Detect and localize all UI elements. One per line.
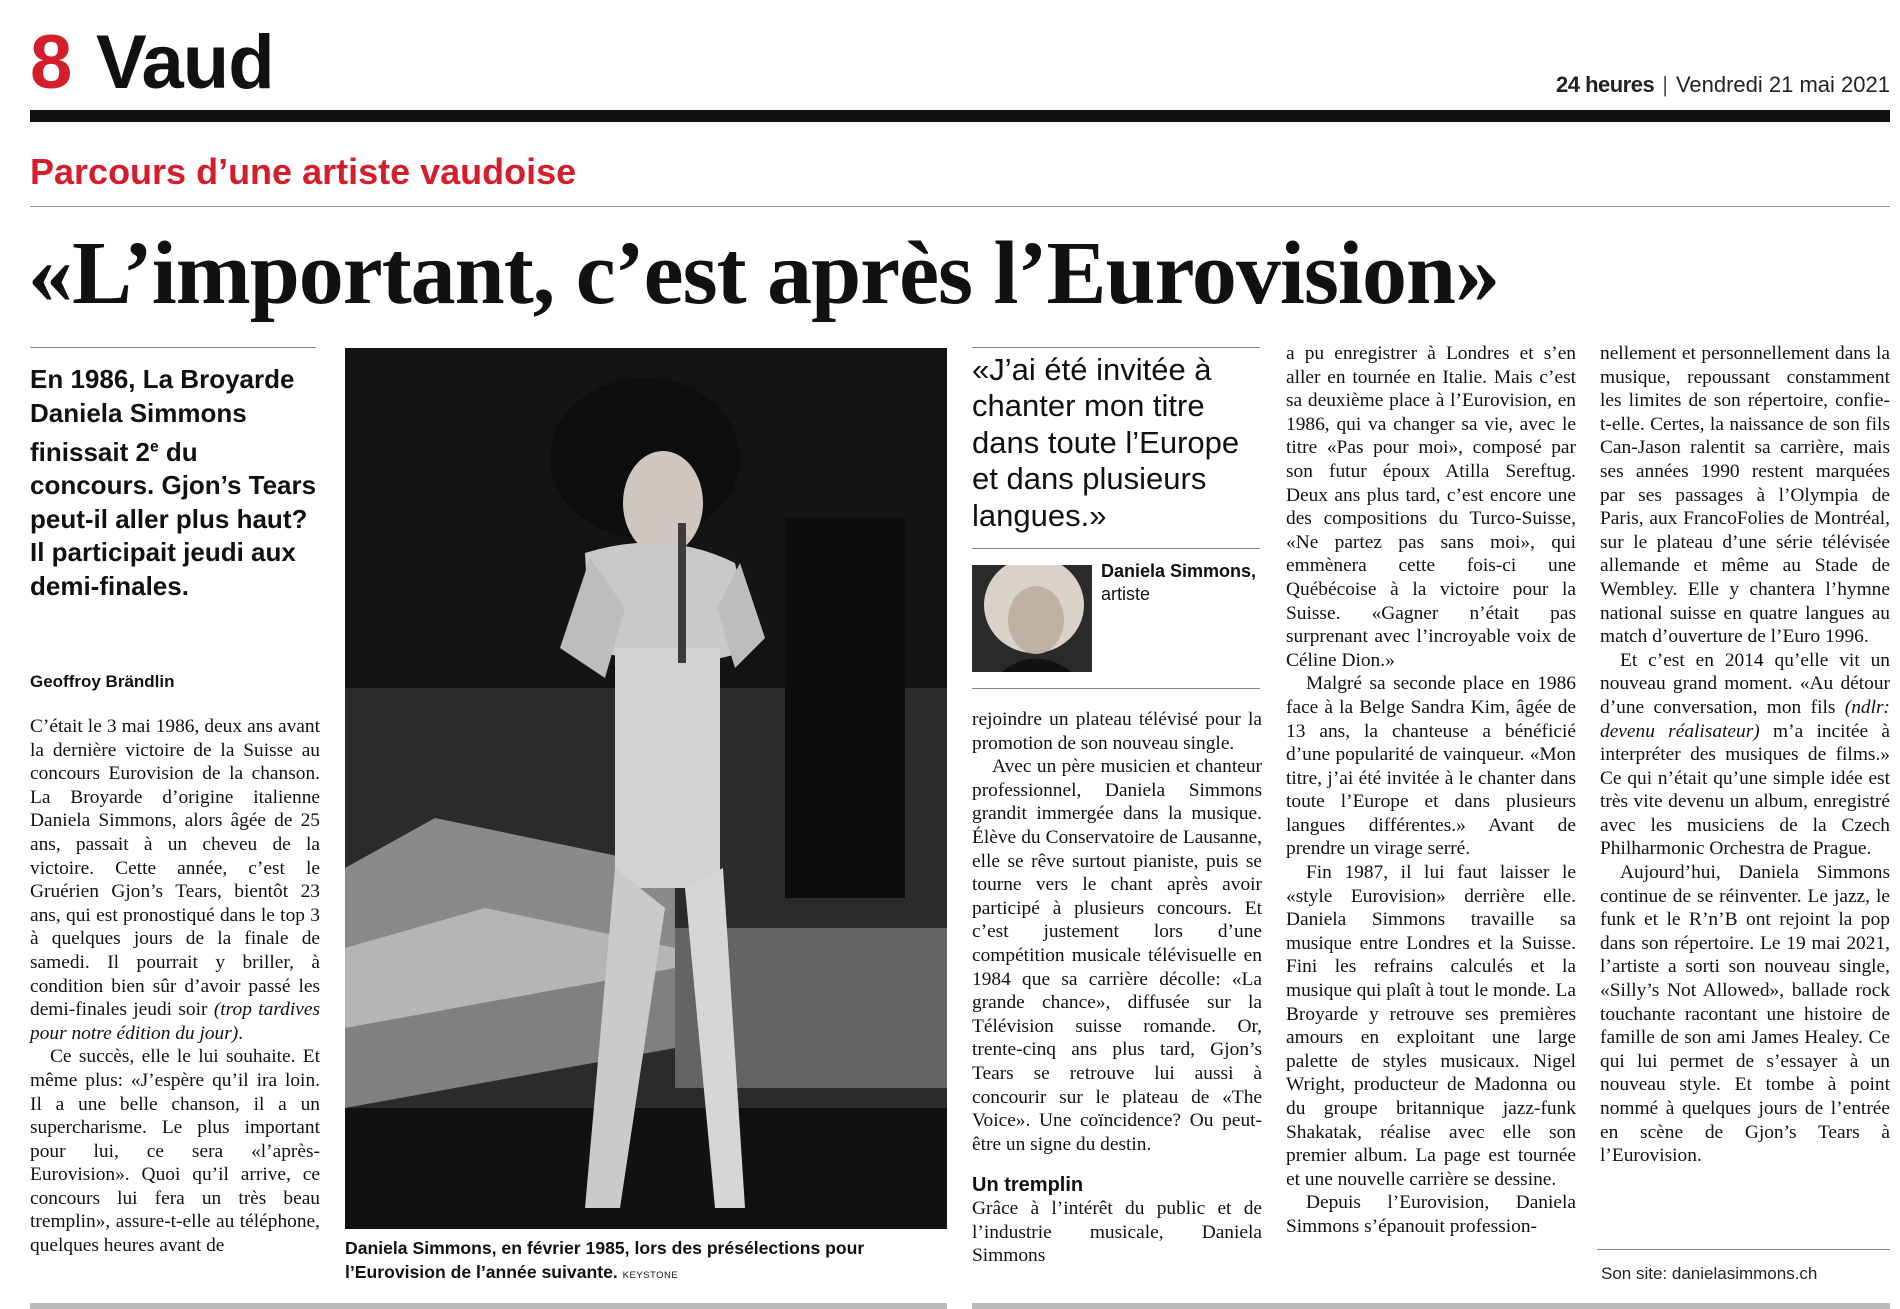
- masthead-rule: [30, 110, 1890, 122]
- headline: «L’important, c’est après l’Eurovision»: [28, 224, 1500, 323]
- photo-caption: [345, 1237, 947, 1287]
- body-paragraph: Avec un père musicien et chanteur professionnel, Daniela Simmons grandit immergée dans la musique. Élève du Conservatoire de Lausanne, elle se rêve surtout pianiste, puis se tourne vers le chant après avoir participé à plusieurs concours. Et c’est justement lors d’une compétition musicale télévisuelle en 1984 que sa carrière décolle: «La grande chance», diffusée sur la Télévision suisse romande. Or, trente-cinq ans plus tard, Gjon’s Tears se retrouve lui aussi à concourir sur le plateau de «The Voice». Une coïncidence? Ou peut-être un signe du destin.: [972, 756, 1262, 1155]
- quote-person-name: Daniela Simmons,: [1101, 561, 1257, 581]
- section-name: Vaud: [96, 20, 274, 105]
- performer-illustration: [345, 348, 947, 1229]
- kicker-rule: [30, 206, 1890, 207]
- quote-attribution: [1101, 560, 1261, 606]
- quote-rule-top: [972, 347, 1260, 348]
- article-column-3: [972, 708, 1262, 1268]
- quote-rule-bottom: [972, 688, 1260, 689]
- body-paragraph: Fin 1987, il lui faut laisser le «style Eurovision» derrière elle. Daniela Simmons travaille sa musique entre Londres et la Suisse. Fini les refrains calculés et la musique qui plaît à tout le monde. La Broyarde y retrouve ses premières amours en exploitant une large palette de styles musicaux. Nigel Wright, producteur de Madonna ou du groupe britannique jazz-funk Shakatak, réalise avec elle son premier album. La page est tournée et une nouvelle carrière se dessine.: [1286, 862, 1576, 1190]
- portrait-photo: [972, 565, 1092, 672]
- issue-date: Vendredi 21 mai 2021: [1675, 72, 1890, 97]
- page-number: 8: [30, 20, 73, 105]
- byline: Geoffroy Brändlin: [30, 672, 175, 691]
- quote-rule-mid: [972, 548, 1260, 549]
- lead-text: En 1986, La Broyarde Daniela Simmons finissait 2e du concours. Gjon’s Tears peut-il aller plus haut? Il participait jeudi aux demi-finales.: [30, 364, 317, 601]
- masthead-separator: |: [1662, 72, 1668, 97]
- site-rule: [1597, 1249, 1890, 1250]
- body-paragraph: Malgré sa seconde place en 1986 face à la Belge Sandra Kim, âgée de 13 ans, la chanteuse a bénéficié d’une popularité de vainqueur. «Mon titre, j’ai été invitée à le chanter dans toute l’Europe et dans plusieurs langues différentes.» Avant de prendre un virage serré.: [1286, 673, 1576, 860]
- body-paragraph: Grâce à l’intérêt du public et de l’industrie musicale, Daniela Simmons: [972, 1198, 1262, 1267]
- body-paragraph: rejoindre un plateau télévisé pour la promotion de son nouveau single.: [972, 709, 1262, 754]
- article-column-1: [30, 715, 320, 1258]
- kicker: Parcours d’une artiste vaudoise: [30, 151, 577, 192]
- article-column-4: [1286, 342, 1576, 1239]
- body-paragraph: Et c’est en 2014 qu’elle vit un nouveau grand moment. «Au détour d’une conversation, mon fils (ndlr: devenu réalisateur) m’a incitée à interpréter des musiques de films.» Ce qui n’était qu’une simple idée est très vite devenu un album, enregistré avec les musiciens de la Czech Philharmonic Orchestra de Prague.: [1600, 649, 1890, 860]
- body-paragraph: Ce succès, elle le lui souhaite. Et même plus: «J’espère qu’il ira loin. Il a une belle chanson, il a un supercharisme. Le plus important pour lui, ce sera «l’après-Eurovision». Quoi qu’il arrive, ce concours lui fera un très beau tremplin», assure-t-elle au téléphone, quelques heures avant de: [30, 1046, 320, 1257]
- lead-rule: [30, 347, 316, 348]
- photo-credit: KEYSTONE: [622, 1269, 679, 1281]
- subhead: Un tremplin: [972, 1174, 1084, 1197]
- body-paragraph: C’était le 3 mai 1986, deux ans avant la dernière victoire de la Suisse au concours Eurovision de la chanson. La Broyarde d’origine italienne Daniela Simmons, alors âgée de 25 ans, passait à un cheveu de la victoire. Cette année, c’est le Gruérien Gjon’s Tears, bientôt 23 ans, qui est pronostiqué dans le top 3 à quelques jours de la finale de samedi. Il pourrait y briller, à condition bien sûr d’avoir passé les demi-finales jeudi soir (trop tardives pour notre édition du jour).: [30, 716, 320, 1044]
- body-paragraph: Depuis l’Eurovision, Daniela Simmons s’épanouit profession-: [1286, 1192, 1576, 1237]
- footer-bar-left: [30, 1303, 947, 1309]
- paper-name: 24 heures: [1555, 72, 1655, 97]
- website-link[interactable]: Son site: danielasimmons.ch: [1601, 1264, 1818, 1283]
- portrait-illustration: [972, 565, 1092, 672]
- pull-quote: «J’ai été invitée à chanter mon titre dans toute l’Europe et dans plusieurs langues.»: [972, 352, 1240, 533]
- masthead-info: [1556, 72, 1890, 98]
- caption-text: Daniela Simmons, en février 1985, lors des présélections pour l’Eurovision de l’année suivante.: [345, 1238, 865, 1282]
- body-paragraph: nellement et personnellement dans la musique, repoussant constamment les limites de son répertoire, confie-t-elle. Certes, la naissance de son fils Can-Jason ralentit sa carrière, mais ses années 1990 restent marquées par ses passages à l’Olympia de Paris, aux FrancoFolies de Montréal, sur le plateau d’une série télévisée allemande et même au Stade de Wembley. Elle y chantera l’hymne national suisse en quatre langues au match d’ouverture de l’Euro 1996.: [1600, 343, 1890, 648]
- article-photo: [345, 348, 947, 1229]
- lead-paragraph: [30, 363, 320, 603]
- article-column-5: [1600, 342, 1890, 1168]
- masthead: [30, 22, 1890, 104]
- quote-person-role: artiste: [1101, 584, 1151, 604]
- body-paragraph: Aujourd’hui, Daniela Simmons continue de se réinventer. Le jazz, le funk et le R’n’B ont rejoint la pop dans son répertoire. Le 19 mai 2021, l’artiste a sorti son nouveau single, «Silly’s Not Allowed», ballade rock touchante racontant une histoire de famille de son ami James Healey. Ce qui lui permet de s’essayer à un nouveau style. Et tombe à point nommé à quelques jours de l’entrée en scène de Gjon’s Tears à l’Eurovision.: [1600, 862, 1890, 1167]
- footer-bar-right: [972, 1303, 1890, 1309]
- body-paragraph: a pu enregistrer à Londres et s’en aller en tournée en Italie. Mais c’est sa deuxième place à l’Eurovision, en 1986, qui va changer sa vie, avec le titre «Pas pour moi», composé par son futur époux Atilla Sereftug. Deux ans plus tard, c’est encore une des compositions du Turco-Suisse, «Ne partez pas sans moi», qui emmènera cette fois-ci une Québécoise à la victoire pour la Suisse. «Gagner n’était pas surprenant avec l’incroyable voix de Céline Dion.»: [1286, 343, 1576, 671]
